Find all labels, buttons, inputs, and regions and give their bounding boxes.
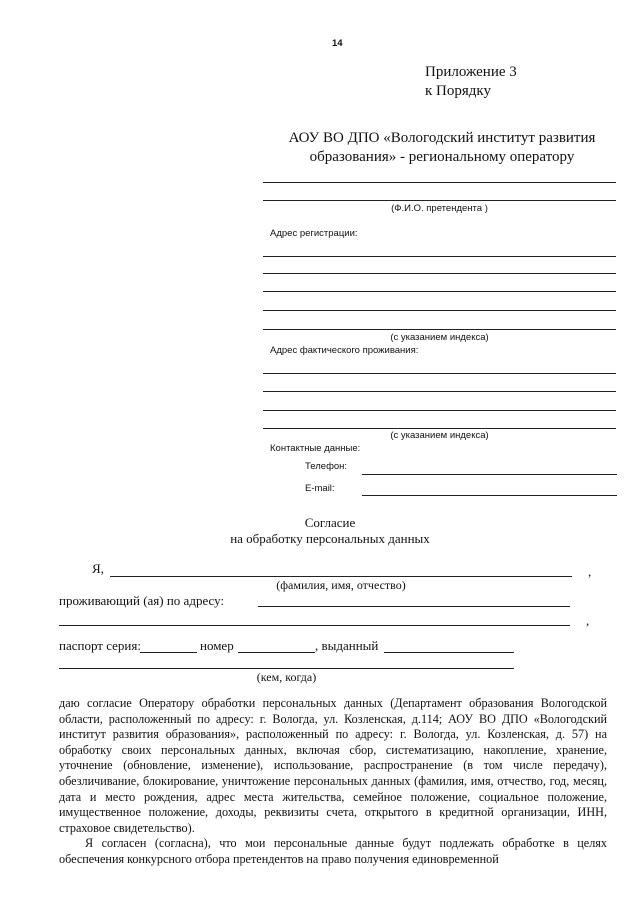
passport-series-label: паспорт серия: <box>59 638 141 653</box>
email-label: E-mail: <box>305 483 335 494</box>
reg-address-line-5[interactable] <box>263 329 616 330</box>
passport-issued-label: , выданный <box>315 638 379 653</box>
actual-address-line-2[interactable] <box>263 391 616 392</box>
full-name-comma: , <box>588 564 592 579</box>
addressee-line-1: АОУ ВО ДПО «Вологодский институт развития <box>288 130 596 146</box>
consent-i: Я, <box>92 561 104 576</box>
full-name-caption: (фамилия, имя, отчество) <box>276 578 406 592</box>
residing-line-1[interactable] <box>258 606 570 607</box>
consent-paragraph-1: даю согласие Оператору обработки персональных данных (Департамент образования Вологодской области, расположенный по адресу: г. Вологда, ул. Козленская, д.114; АОУ ВО ДПО «Вологодский институт развития образования», расположенный по адресу: г. Вологда, ул. Козленская, д. 57) на обработку своих персональных данных, включая сбор, систематизацию, накопление, хранение, уточнение (обновление, изменение), использование, распространение (в том числе передачу), обезличивание, блокирование, уничтожение персональных данных (фамилия, имя, отчество, год, месяц, дата и место рождения, адрес места жительства, семейное положение, социальное положение, имущественное положение, доходы, реквизиты счета, открытого в кредитной организации, ИНН, страховое свидетельство). <box>59 696 607 835</box>
residing-comma: , <box>586 613 590 628</box>
phone-line[interactable] <box>362 474 617 475</box>
reg-address-caption: (с указанием индекса) <box>390 332 489 343</box>
actual-address-line-1[interactable] <box>263 373 616 374</box>
reg-address-line-3[interactable] <box>263 291 616 292</box>
reg-address-line-4[interactable] <box>263 310 616 311</box>
consent-title: Согласие <box>304 515 356 530</box>
passport-number-line[interactable] <box>238 652 315 653</box>
fio-line-2[interactable] <box>263 200 616 201</box>
actual-address-line-4[interactable] <box>263 428 616 429</box>
issued-by-caption: (кем, когда) <box>256 670 317 684</box>
appendix-line-1: Приложение 3 <box>425 64 517 80</box>
consent-subtitle: на обработку персональных данных <box>230 531 430 546</box>
passport-issued-line[interactable] <box>384 652 514 653</box>
fio-line-1[interactable] <box>263 182 616 183</box>
consent-body <box>59 696 607 868</box>
residing-line-2[interactable] <box>59 625 570 626</box>
consent-paragraph-2: Я согласен (согласна), что мои персональные данные будут подлежать обработке в целях обеспечения конкурсного отбора претендентов на право получения единовременной <box>59 836 607 866</box>
actual-address-line-3[interactable] <box>263 410 616 411</box>
contacts-label: Контактные данные: <box>270 443 361 454</box>
page-number: 14 <box>332 38 343 49</box>
actual-address-caption: (с указанием индекса) <box>390 430 489 441</box>
full-name-line[interactable] <box>110 576 572 577</box>
residing-label: проживающий (ая) по адресу: <box>59 593 225 608</box>
phone-label: Телефон: <box>305 461 348 472</box>
appendix-line-2: к Порядку <box>425 83 491 99</box>
reg-address-line-2[interactable] <box>263 273 616 274</box>
fio-caption: (Ф.И.О. претендента ) <box>391 203 488 214</box>
actual-address-label: Адрес фактического проживания: <box>270 345 419 356</box>
addressee-line-2: образования» - региональному оператору <box>309 149 575 165</box>
email-line[interactable] <box>362 495 617 496</box>
passport-series-line[interactable] <box>140 652 197 653</box>
passport-issued-line-2[interactable] <box>59 668 514 669</box>
reg-address-line-1[interactable] <box>263 256 616 257</box>
passport-number-label: номер <box>200 638 234 653</box>
reg-address-label: Адрес регистрации: <box>270 228 358 239</box>
